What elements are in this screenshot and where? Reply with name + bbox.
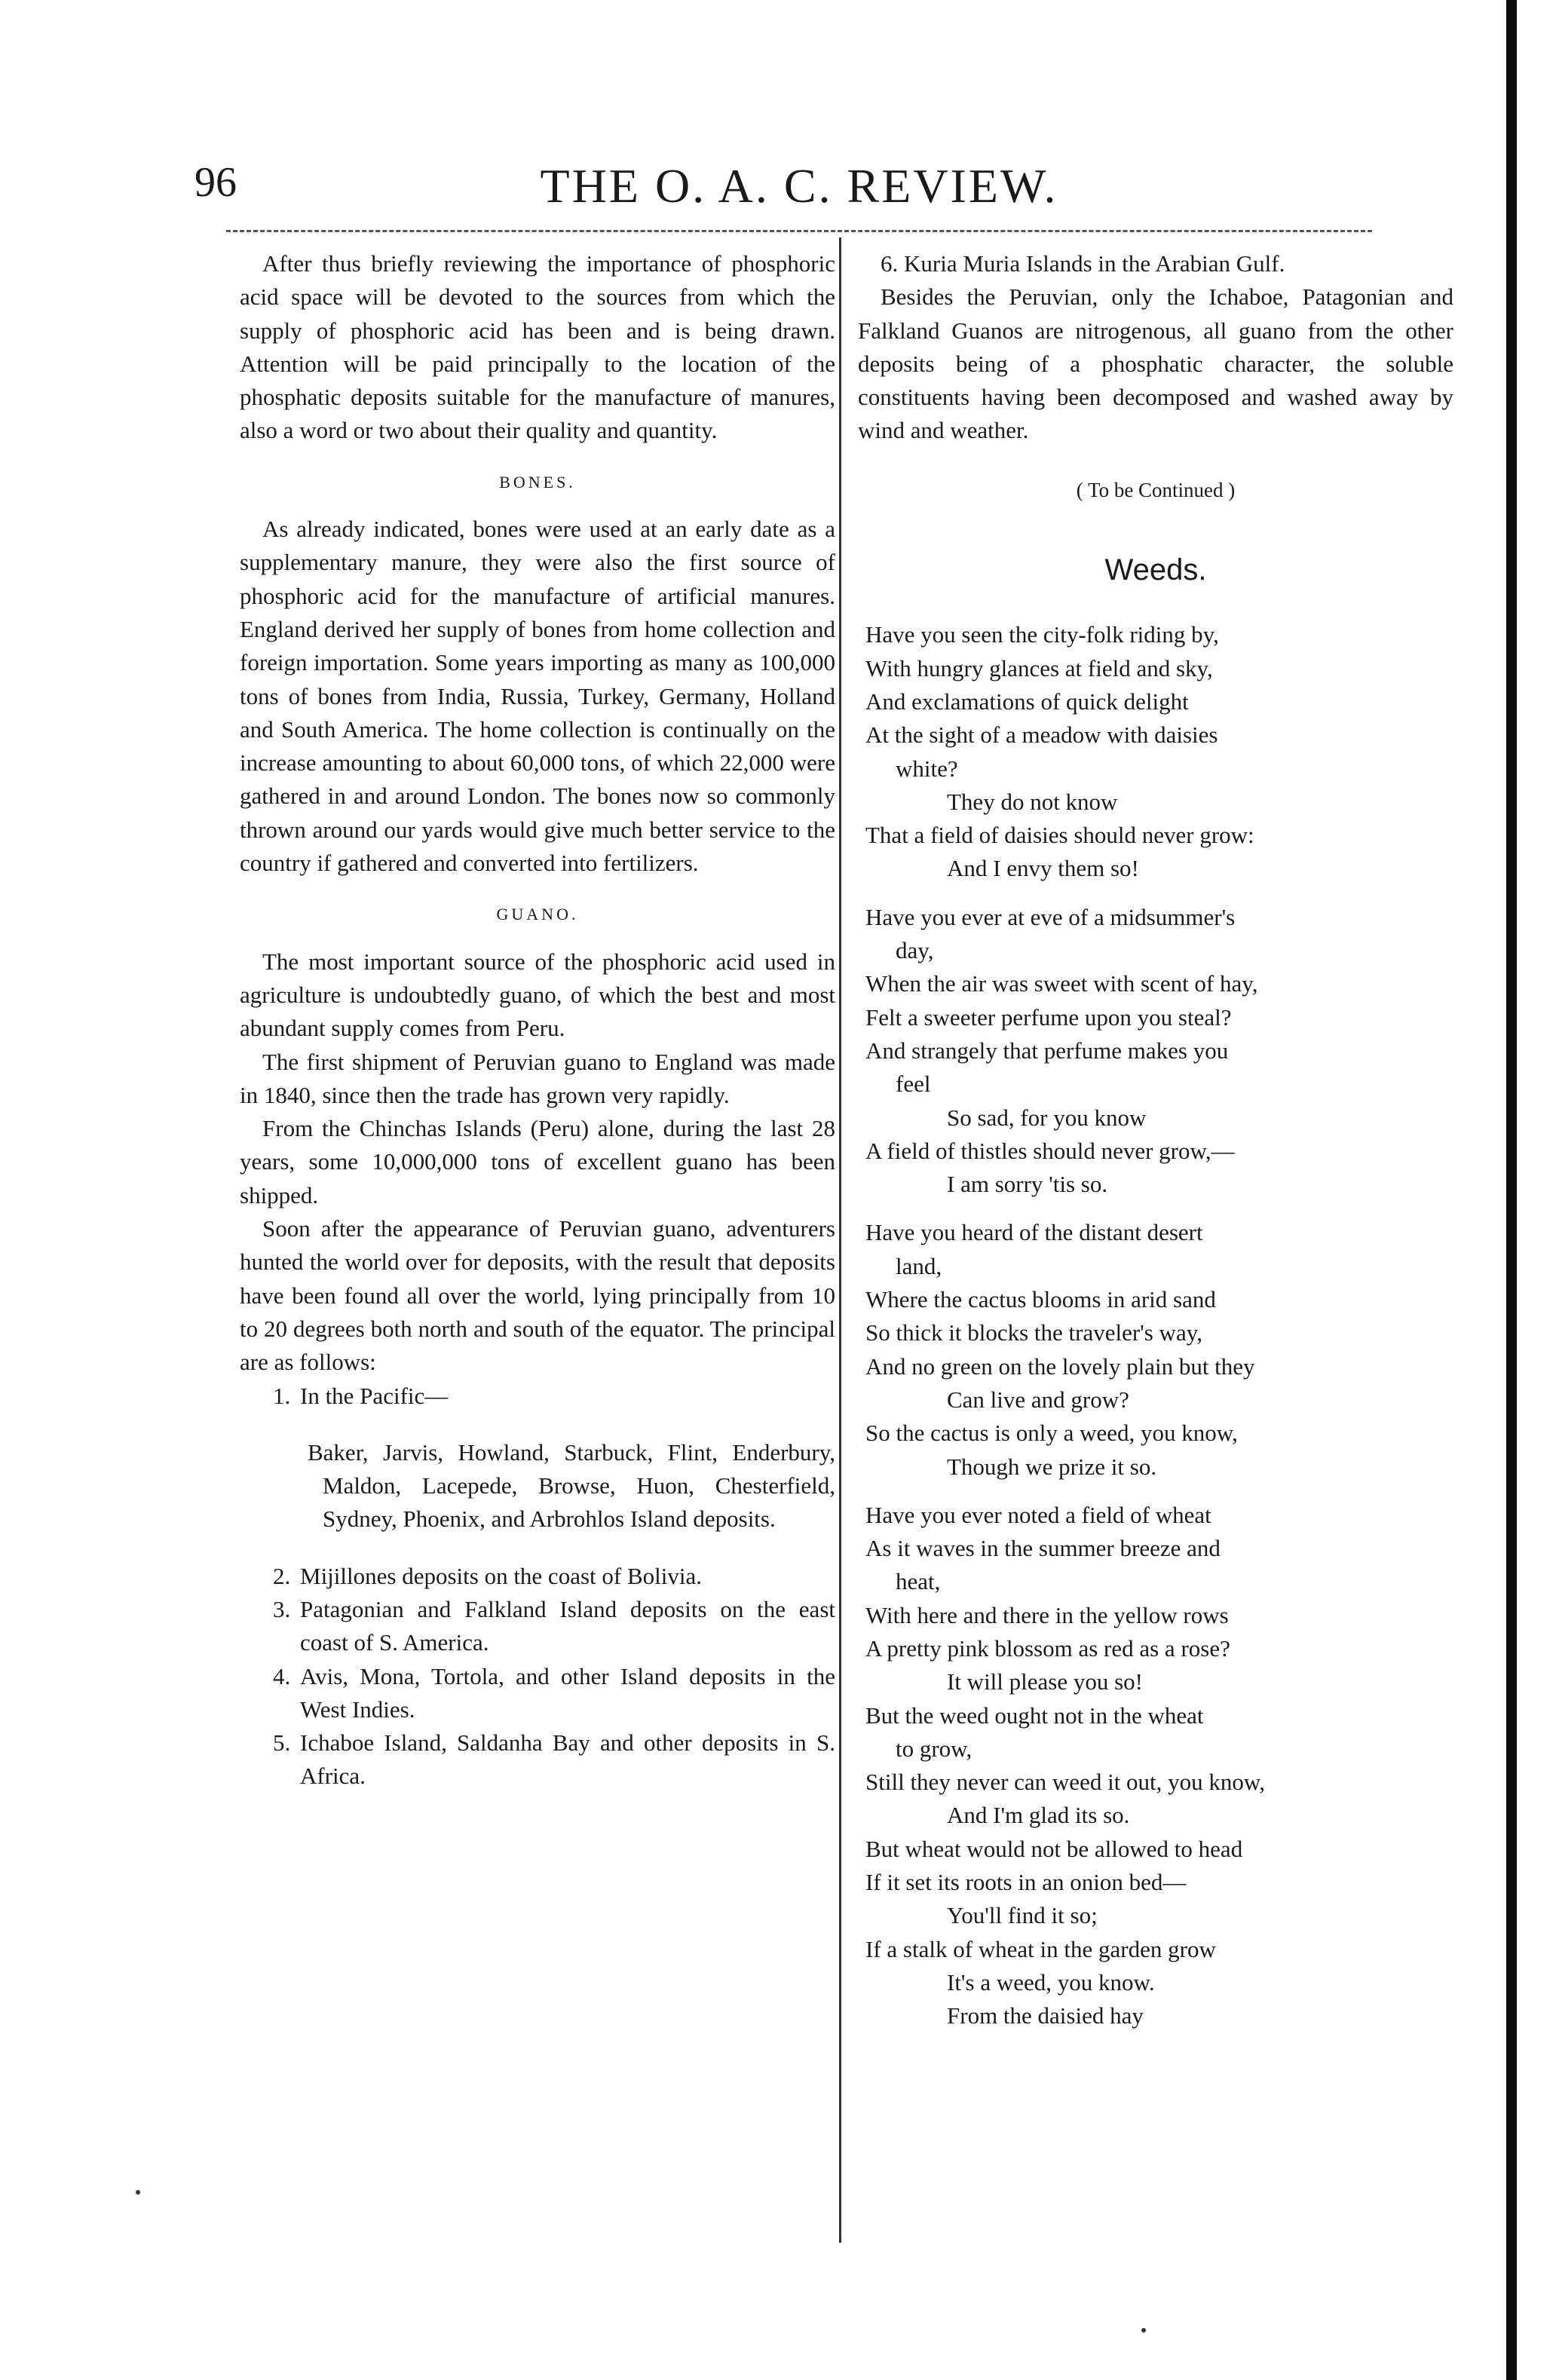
page-header — [151, 158, 1447, 219]
list-item — [240, 1560, 835, 1593]
poem-line: And I envy them so! — [947, 855, 1139, 882]
scan-speck — [1141, 2328, 1146, 2333]
page-number: 96 — [194, 159, 237, 206]
poem-line: And strangely that perfume makes you — [865, 1037, 1229, 1064]
besides-paragraph: Besides the Peruvian, only the Ichaboe, Patagonian and Falkland Guanos are nitrogenous, all guano from the other deposits being of a phosphatic character, the soluble constituents having been decomposed and washed away by wind and weather. — [858, 283, 1453, 444]
poem-line: So sad, for you know — [947, 1104, 1147, 1131]
guano-paragraph-3: From the Chinchas Islands (Peru) alone, during the last 28 years, some 10,000,000 tons of excellent guano has been shipped. — [240, 1115, 835, 1208]
running-head: THE O. A. C. REVIEW. — [540, 159, 1058, 213]
poem-stanza — [858, 1216, 1453, 1483]
poem-line: If a stalk of wheat in the garden grow — [865, 1935, 1216, 1962]
scan-speck — [136, 2190, 140, 2195]
poem-line: Can live and grow? — [947, 1386, 1129, 1413]
poem-line: A pretty pink blossom as red as a rose? — [865, 1634, 1230, 1662]
poem-stanza — [858, 1499, 1453, 2033]
scan-edge-bar — [1506, 0, 1517, 2380]
guano-paragraph-4: Soon after the appearance of Peruvian guano, adventurers hunted the world over for deposits, with the result that deposits have been found all over the world, lying principally from 10 to 20 degrees both north and south of the equator. The principal are as follows: — [240, 1215, 835, 1376]
poem-line: A field of thistles should never grow,— — [865, 1137, 1235, 1164]
poem-line: You'll find it so; — [947, 1902, 1098, 1929]
list-text: Ichaboe Island, Saldanha Bay and other deposits in S. Africa. — [300, 1729, 835, 1790]
poem-line: day, — [896, 937, 934, 964]
poem-body — [858, 618, 1453, 2032]
poem-line: I am sorry 'tis so. — [947, 1171, 1108, 1198]
poem-line: Though we prize it so. — [947, 1453, 1157, 1480]
guano-paragraph-2: The first shipment of Peruvian guano to England was made in 1840, since then the trade has grown very rapidly. — [240, 1048, 835, 1108]
poem-line: It's a weed, you know. — [947, 1968, 1155, 1996]
poem-line: Felt a sweeter perfume upon you steal? — [865, 1003, 1232, 1031]
header-rule — [226, 230, 1372, 232]
column-rule — [839, 237, 841, 2243]
poem-line: From the daisied hay — [947, 2002, 1144, 2029]
list-item-six: 6. Kuria Muria Islands in the Arabian Gulf. — [881, 250, 1285, 277]
list-item — [240, 1380, 835, 1413]
poem-line: When the air was sweet with scent of hay, — [865, 970, 1258, 997]
poem-line: So the cactus is only a weed, you know, — [865, 1420, 1238, 1447]
section-heading-guano: GUANO. — [496, 905, 579, 924]
left-column — [240, 247, 835, 1793]
intro-paragraph: After thus briefly reviewing the importance of phosphoric acid space will be devoted to the sources from which the supply of phosphoric acid has been and is being drawn. Attention will be paid principally to the location of the phosphatic deposits suitable for the manufacture of manures, also a word or two about their quality and quantity. — [240, 250, 835, 444]
poem-line: It will please you so! — [947, 1668, 1144, 1695]
poem-line: At the sight of a meadow with daisies — [865, 721, 1218, 749]
poem-line: Where the cactus blooms in arid sand — [865, 1286, 1216, 1313]
right-column — [858, 247, 1453, 2048]
poem-line: to grow, — [896, 1735, 972, 1762]
list-text: Avis, Mona, Tortola, and other Island deposits in the West Indies. — [300, 1662, 835, 1723]
poem-line: feel — [896, 1071, 931, 1098]
guano-paragraph-1: The most important source of the phosphoric acid used in agriculture is undoubtedly guano, of which the best and most abundant supply comes from Peru. — [240, 948, 835, 1042]
poem-line: With hungry glances at field and sky, — [865, 654, 1213, 682]
poem-line: But wheat would not be allowed to head — [865, 1835, 1243, 1862]
list-text: Mijillones deposits on the coast of Bolivia. — [300, 1562, 702, 1589]
poem-line: Have you ever noted a field of wheat — [865, 1501, 1211, 1528]
poem-line: So thick it blocks the traveler's way, — [865, 1319, 1202, 1346]
list-text: Patagonian and Falkland Island deposits on the east coast of S. America. — [300, 1595, 835, 1656]
poem-line: With here and there in the yellow rows — [865, 1601, 1229, 1628]
continued-note: ( To be Continued ) — [1076, 478, 1236, 501]
poem-line: They do not know — [947, 788, 1118, 815]
poem-stanza — [858, 618, 1453, 885]
poem-line: And no green on the lovely plain but they — [865, 1352, 1255, 1380]
section-heading-bones: BONES. — [499, 472, 576, 492]
poem-line: And I'm glad its so. — [947, 1802, 1130, 1829]
list-item — [240, 1726, 835, 1793]
poem-line: And exclamations of quick delight — [865, 688, 1189, 715]
poem-line: But the weed ought not in the wheat — [865, 1702, 1204, 1729]
list-number: 1. — [273, 1382, 291, 1409]
poem-line: white? — [896, 755, 958, 782]
list-number: 2. — [273, 1562, 291, 1589]
list-number: 4. — [273, 1662, 291, 1689]
list-item — [240, 1660, 835, 1727]
poem-line: Have you ever at eve of a midsummer's — [865, 903, 1236, 930]
poem-title: Weeds. — [1104, 553, 1207, 587]
poem-line: That a field of daisies should never grow: — [865, 822, 1254, 849]
poem-line: heat, — [896, 1568, 941, 1595]
poem-line: If it set its roots in an onion bed— — [865, 1869, 1187, 1896]
poem-line: Have you seen the city-folk riding by, — [865, 621, 1219, 648]
list-item — [240, 1593, 835, 1660]
list-text: In the Pacific— — [300, 1382, 449, 1409]
poem-line: land, — [896, 1252, 942, 1279]
list-number: 3. — [273, 1595, 291, 1622]
list-number: 5. — [273, 1729, 291, 1757]
deposit-list — [240, 1380, 835, 1793]
poem-line: As it waves in the summer breeze and — [865, 1535, 1221, 1562]
poem-line: Still they never can weed it out, you know, — [865, 1769, 1266, 1796]
poem-stanza — [858, 901, 1453, 1202]
poem-line: Have you heard of the distant desert — [865, 1219, 1203, 1246]
list-item-pacific-islands: Baker, Jarvis, Howland, Starbuck, Flint, Enderbury, Maldon, Lacepede, Browse, Huon, Chesterfield, Sydney, Phoenix, and Arbrohlos Island deposits. — [308, 1438, 835, 1533]
bones-paragraph: As already indicated, bones were used at an early date as a supplementary manure, they were also the first source of phosphoric acid for the manufacture of artificial manures. England derived her supply of bones from home collection and foreign importation. Some years importing as many as 100,000 tons of bones from India, Russia, Turkey, Germany, Holland and South America. The home collection is continually on the increase amounting to about 60,000 tons, of which 22,000 were gathered in and around London. The bones now so commonly thrown around our yards would give much better service to the country if gathered and converted into fertilizers. — [240, 516, 835, 877]
